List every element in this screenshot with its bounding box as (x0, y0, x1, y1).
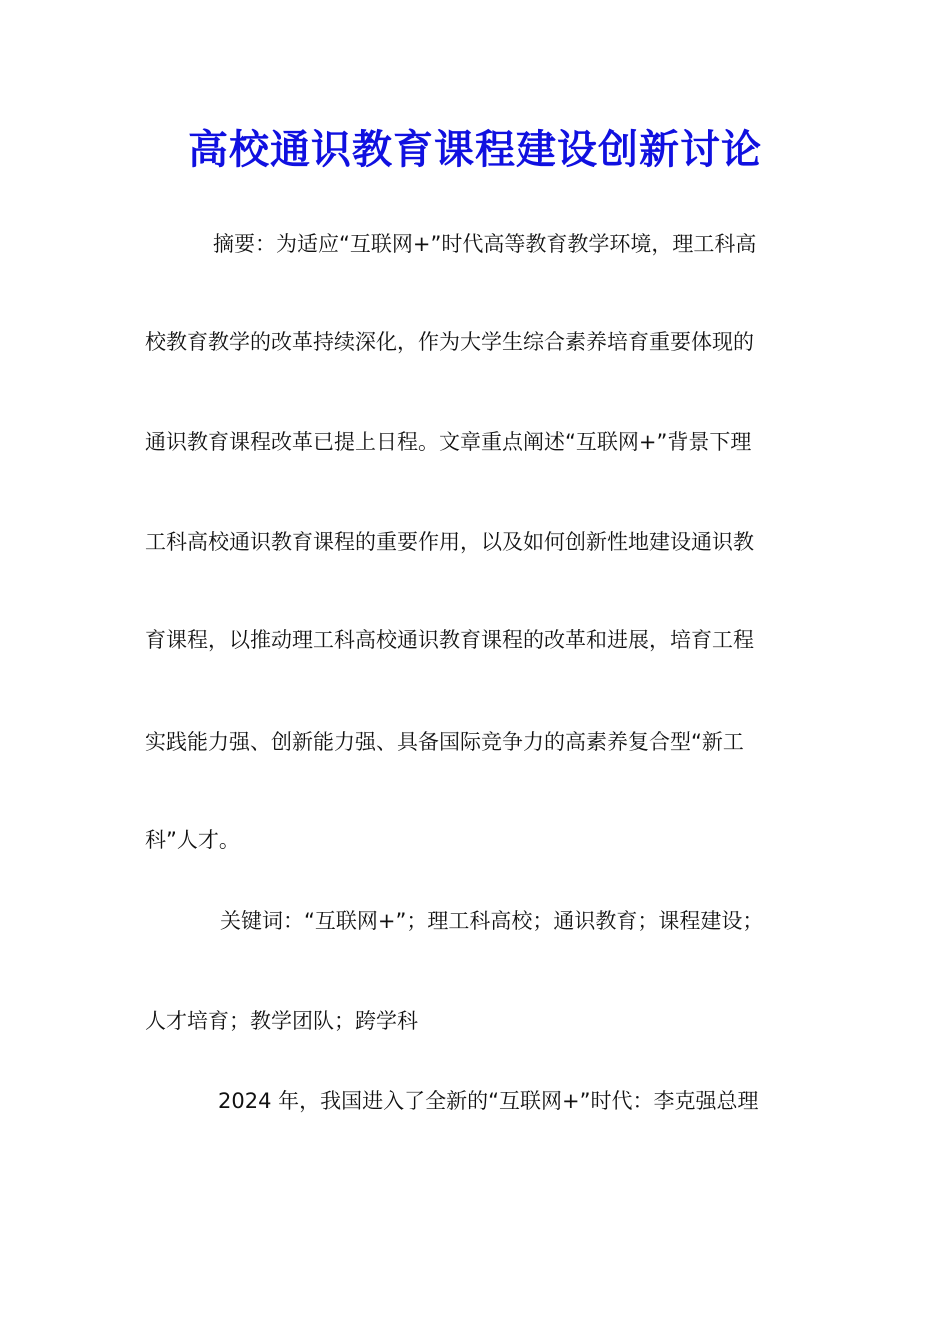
abstract-line-4: 工科高校通识教育课程的重要作用，以及如何创新性地建设通识教 (145, 530, 754, 554)
abstract-line-7: 科”人才。 (145, 828, 240, 852)
abstract-line-1: 摘要：为适应“互联网+”时代高等教育教学环境，理工科高 (213, 232, 757, 256)
abstract-line-5: 育课程，以推动理工科高校通识教育课程的改革和进展，培育工程 (145, 628, 754, 652)
document-title: 高校通识教育课程建设创新讨论 (188, 126, 762, 173)
abstract-line-2: 校教育教学的改革持续深化，作为大学生综合素养培育重要体现的 (145, 330, 754, 354)
keywords-line-1: 关键词：“互联网+”；理工科高校；通识教育；课程建设； (220, 909, 764, 933)
abstract-line-3: 通识教育课程改革已提上日程。文章重点阐述“互联网+”背景下理 (145, 430, 752, 454)
abstract-line-6: 实践能力强、创新能力强、具备国际竞争力的高素养复合型“新工 (145, 730, 744, 754)
body-paragraph-line-1: 2024 年，我国进入了全新的“互联网+”时代：李克强总理 (218, 1089, 759, 1113)
keywords-line-2: 人才培育；教学团队；跨学科 (145, 1009, 418, 1033)
